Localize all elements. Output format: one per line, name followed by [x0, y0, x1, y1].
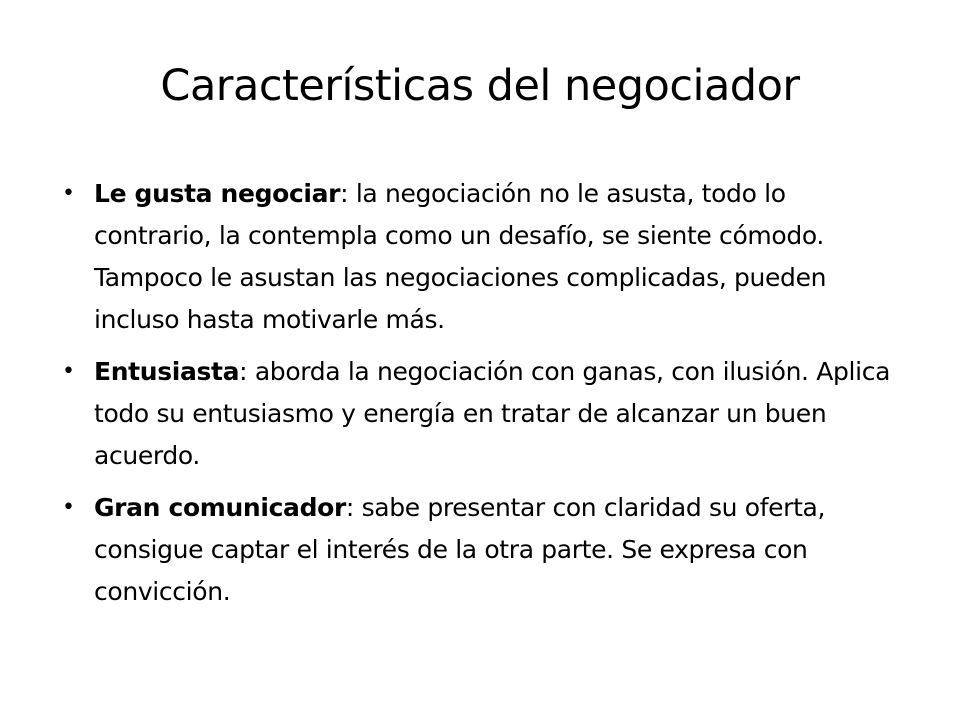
- bullet-text: : sabe presentar con claridad su oferta, consigue captar el interés de la otra parte. Se expresa con convicción.: [94, 493, 826, 606]
- slide-title: Características del negociador: [160, 61, 800, 111]
- bullet-term: Entusiasta: [94, 357, 240, 386]
- bullet-text: : aborda la negociación con ganas, con ilusión. Aplica todo su entusiasmo y energía en tratar de alcanzar un buen acuerdo.: [94, 357, 891, 470]
- bullet-list: [62, 173, 908, 623]
- bullet-item-gran-comunicador: [62, 487, 908, 613]
- bullet-icon: •: [62, 495, 75, 520]
- bullet-icon: •: [62, 181, 75, 206]
- bullet-text: : la negociación no le asusta, todo lo contrario, la contempla como un desafío, se siente cómodo. Tampoco le asustan las negociaciones complicadas, pueden incluso hasta motivarle más.: [94, 179, 827, 334]
- bullet-icon: •: [62, 359, 75, 384]
- bullet-term: Gran comunicador: [94, 493, 346, 522]
- bullet-term: Le gusta negociar: [94, 179, 341, 208]
- bullet-item-entusiasta: [62, 351, 908, 477]
- bullet-item-le-gusta-negociar: [62, 173, 908, 341]
